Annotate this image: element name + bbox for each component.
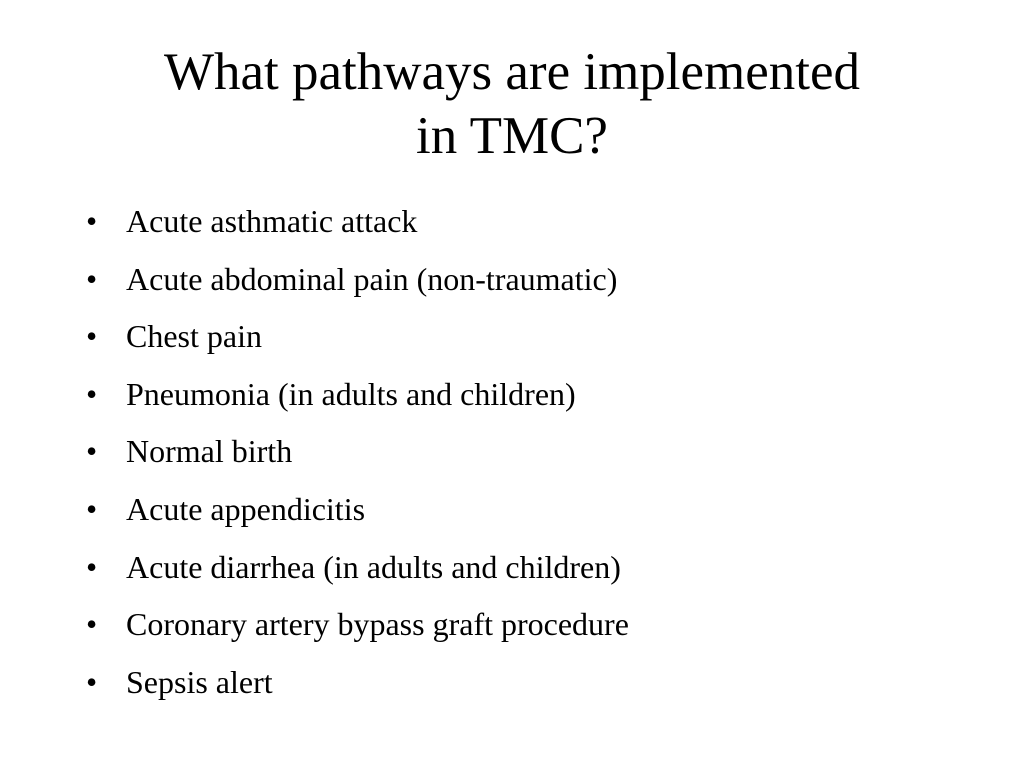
bullet-icon: •	[86, 375, 98, 412]
bullet-icon: •	[86, 433, 98, 470]
bullet-icon: •	[86, 490, 98, 527]
bullet-icon: •	[86, 318, 98, 355]
pathway-label: Acute abdominal pain (non-traumatic)	[126, 260, 618, 297]
pathway-label: Acute asthmatic attack	[126, 203, 418, 239]
pathway-label: Pneumonia (in adults and children)	[126, 375, 576, 412]
pathway-label: Sepsis alert	[126, 663, 273, 700]
pathway-list-item	[86, 654, 966, 712]
bullet-icon: •	[86, 663, 98, 700]
pathway-list-item	[86, 596, 966, 654]
pathway-list-item	[86, 539, 966, 597]
slide-title-line-2: in TMC?	[416, 107, 608, 165]
pathway-list-item	[86, 308, 966, 366]
pathway-list-item	[86, 481, 966, 539]
pathway-label: Acute diarrhea (in adults and children)	[126, 548, 621, 585]
pathway-list-item	[86, 193, 966, 251]
pathway-label: Chest pain	[126, 318, 262, 355]
bullet-icon: •	[86, 548, 98, 585]
pathway-list-item	[86, 366, 966, 424]
pathway-label: Coronary artery bypass graft procedure	[126, 606, 629, 643]
bullet-icon: •	[86, 203, 98, 239]
pathway-list-item	[86, 251, 966, 309]
pathway-label: Normal birth	[126, 433, 293, 470]
slide-title	[60, 40, 964, 168]
bullet-icon: •	[86, 260, 98, 297]
slide-title-line-1: What pathways are implemented	[163, 43, 861, 101]
pathway-list-item	[86, 423, 966, 481]
bullet-icon: •	[86, 606, 98, 643]
pathway-list	[86, 193, 966, 711]
pathway-label: Acute appendicitis	[126, 490, 366, 527]
